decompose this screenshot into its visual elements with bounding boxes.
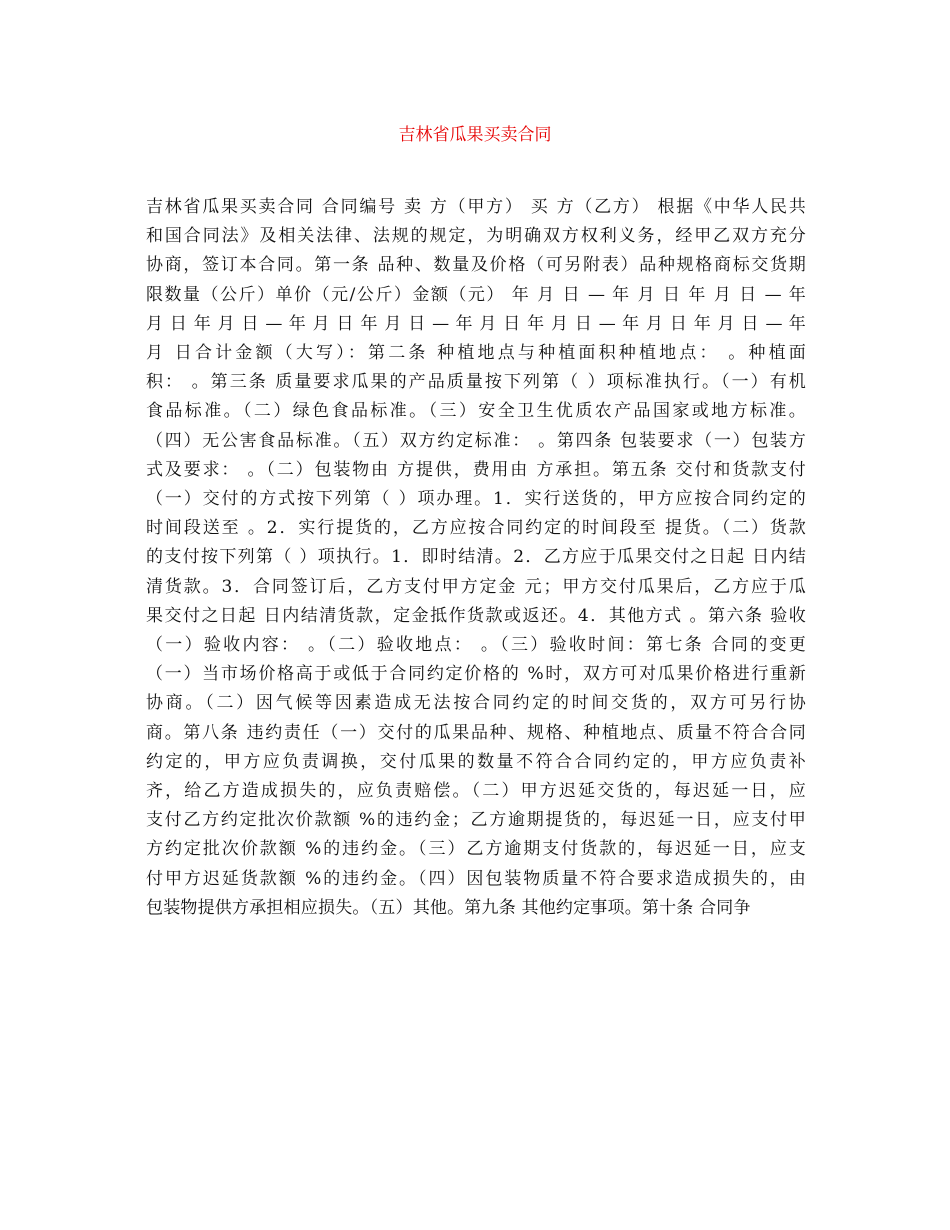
document-title: 吉林省瓜果买卖合同 [398,125,552,145]
body-line: 付甲方迟延货款额 %的违约金。（四）因包装物质量不符合要求造成损失的，由 [146,868,806,889]
body-line: 商。第八条 违约责任（一）交付的瓜果品种、规格、种植地点、质量不符合合同 [146,722,806,743]
body-line: 方约定批次价款额 %的违约金。（三）乙方逾期支付货款的，每迟延一日，应支 [146,839,806,860]
body-line: 式及要求： 。（二）包装物由 方提供，费用由 方承担。第五条 交付和货款支付 [146,459,806,480]
body-line: 的支付按下列第（ ）项执行。1．即时结清。2．乙方应于瓜果交付之日起 日内结 [146,547,806,568]
body-line: 月 日合计金额（大写）：第二条 种植地点与种植面积种植地点： 。种植面 [146,343,806,364]
body-line: 包装物提供方承担相应损失。（五）其他。第九条 其他约定事项。第十条 合同争 [146,897,751,918]
body-line: 协商，签订本合同。第一条 品种、数量及价格（可另附表）品种规格商标交货期 [146,255,806,276]
body-line: 和国合同法》及相关法律、法规的规定，为明确双方权利义务，经甲乙双方充分 [146,226,806,247]
body-line: 积： 。第三条 质量要求瓜果的产品质量按下列第（ ）项标准执行。（一）有机 [146,372,806,393]
body-line: 支付乙方约定批次价款额 %的违约金；乙方逾期提货的，每迟延一日，应支付甲 [146,810,806,831]
body-line: 时间段送至 。2．实行提货的，乙方应按合同约定的时间段至 提货。（二）货款 [146,518,806,539]
body-line: 齐，给乙方造成损失的，应负责赔偿。（二）甲方迟延交货的，每迟延一日，应 [146,781,806,802]
body-line: （四）无公害食品标准。（五）双方约定标准： 。第四条 包装要求（一）包装方 [146,430,806,451]
body-line: 清货款。3．合同签订后，乙方支付甲方定金 元；甲方交付瓜果后，乙方应于瓜 [146,576,806,597]
body-line: 限数量（公斤）单价（元/公斤）金额（元） 年 月 日 — 年 月 日 年 月 日 — 年 [146,284,806,305]
body-line: 协商。（二）因气候等因素造成无法按合同约定的时间交货的，双方可另行协 [146,693,806,714]
body-line: 果交付之日起 日内结清货款，定金抵作货款或返还。4．其他方式 。第六条 验收 [146,605,806,626]
document-body [146,193,806,923]
body-line: 月 日 年 月 日 — 年 月 日 年 月 日 — 年 月 日 年 月 日 — 年 月 日 年 月 日 — 年 [146,313,806,334]
body-line: （一）交付的方式按下列第（ ）项办理。1．实行送货的，甲方应按合同约定的 [146,489,806,510]
body-line: 约定的，甲方应负责调换，交付瓜果的数量不符合合同约定的，甲方应负责补 [146,751,806,772]
body-line: （一）当市场价格高于或低于合同约定价格的 %时，双方可对瓜果价格进行重新 [146,664,806,685]
body-line: 吉林省瓜果买卖合同 合同编号 卖 方（甲方） 买 方（乙方） 根据《中华人民共 [146,197,806,217]
body-line: 食品标准。（二）绿色食品标准。（三）安全卫生优质农产品国家或地方标准。 [146,401,806,422]
body-line: （一）验收内容： 。（二）验收地点： 。（三）验收时间：第七条 合同的变更 [146,635,806,656]
